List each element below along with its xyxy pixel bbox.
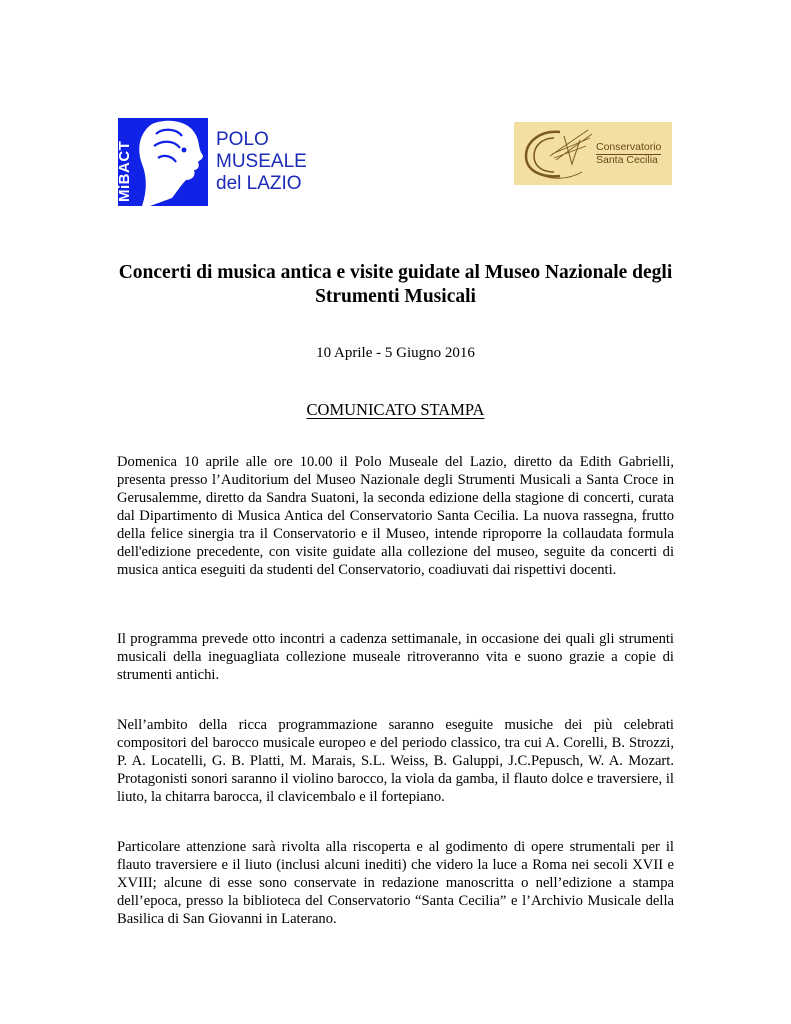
- conservatorio-wordmark: [596, 142, 661, 166]
- logo-line-1: POLO: [216, 129, 269, 150]
- body-paragraph-4: Particolare attenzione sarà rivolta alla riscoperta e al godimento di opere strumentali per il flauto traversiere e il liuto (inclusi alcuni inediti) che videro la luce a Roma nei secoli XVII e XVIII; alcune di esse sono conservate in redazione manoscritta o nell’edizione a stampa dell’epoca, presso la biblioteca del Conservatorio “Santa Cecilia” e l’Archivio Musicale della Basilica di San Giovanni in Laterano.: [117, 839, 674, 927]
- date-range: 10 Aprile - 5 Giugno 2016: [316, 345, 475, 361]
- conservatorio-line-2: Santa Cecilia: [596, 153, 658, 166]
- polo-museale-logo: [118, 118, 312, 206]
- mibact-mark: [118, 118, 208, 206]
- conservatorio-line-1: Conservatorio: [596, 140, 662, 153]
- conservatorio-emblem-icon: [520, 126, 594, 182]
- section-heading-text: COMUNICATO STAMPA: [306, 400, 485, 419]
- body-paragraph-3: Nell’ambito della ricca programmazione saranno eseguite musiche dei più celebrati compositori del barocco musicale europeo e del periodo classico, tra cui A. Corelli, B. Strozzi, P. A. Locatelli, G. B. Platti, M. Marais, S.L. Weiss, B. Galuppi, J.C.Pepusch, W. A. Mozart. Protagonisti sonori saranno il violino barocco, la viola da gamba, il flauto dolce e traversiere, il liuto, la chitarra barocca, il clavicembalo e il fortepiano.: [117, 717, 674, 805]
- body-paragraph-1: Domenica 10 aprile alle ore 10.00 il Polo Museale del Lazio, diretto da Edith Gabrielli, presenta presso l’Auditorium del Museo Nazionale degli Strumenti Musicali a Santa Croce in Gerusalemme, diretto da Sandra Suatoni, la seconda edizione della stagione di concerti, curata dal Dipartimento di Musica Antica del Conservatorio Santa Cecilia. La nuova rassegna, frutto della felice sinergia tra il Conservatorio e il Museo, intende riproporre la collaudata formula dell'edizione precedente, con visite guidate alla collezione del museo, seguite da concerti di musica antica eseguiti da studenti del Conservatorio, coadiuvati dai rispettivi docenti.: [117, 454, 674, 578]
- mibact-vertical-text: MiBACT: [116, 140, 133, 202]
- head-profile-icon: [132, 118, 208, 206]
- conservatorio-logo: [514, 122, 672, 185]
- polo-museale-wordmark: [216, 118, 307, 206]
- logo-line-2: MUSEALE: [216, 151, 307, 172]
- section-heading: [100, 400, 691, 420]
- document-title: Concerti di musica antica e visite guidate al Museo Nazionale degli Strumenti Musicali: [118, 262, 673, 307]
- logo-line-3: del LAZIO: [216, 173, 302, 194]
- body-paragraph-2: Il programma prevede otto incontri a cadenza settimanale, in occasione dei quali gli strumenti musicali della ineguagliata collezione museale ritroveranno vita e suono grazie a copie di strumenti antichi.: [117, 631, 674, 683]
